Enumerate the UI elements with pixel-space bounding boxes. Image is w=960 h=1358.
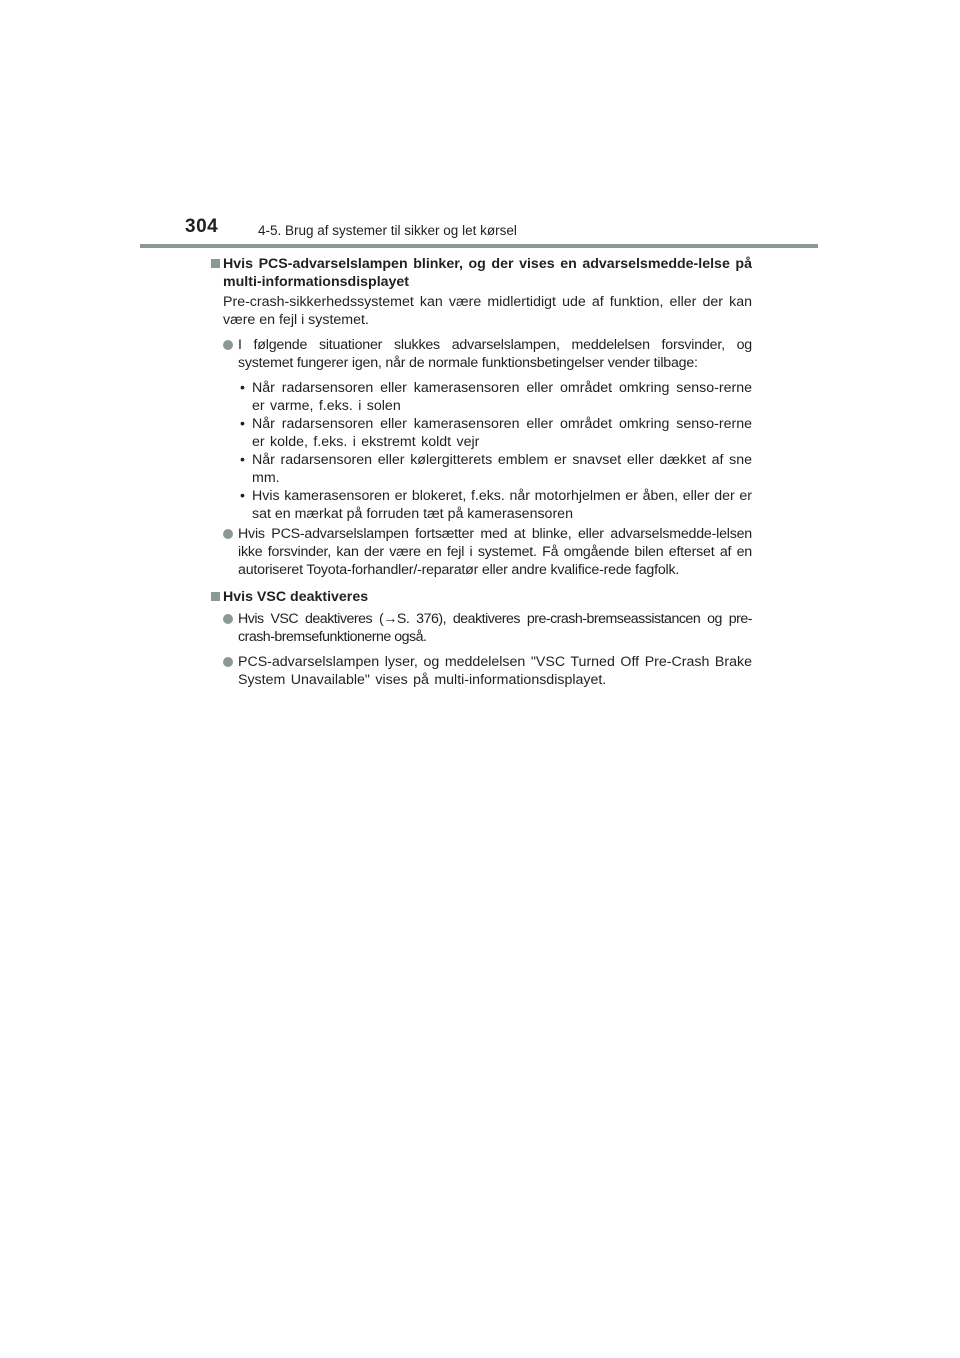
pcs-conditions-list	[211, 379, 752, 523]
vsc-bullet-2	[211, 653, 752, 689]
pcs-bullet-2-text: Hvis PCS-advarselslampen fortsætter med at blinke, eller advarselsmedde-lelsen ikke forsvinder, kan der være en fejl i systemet. Få omgående bilen efterset af en autoriseret Toyota-forhandler/-reparatør eller andre kvalifice-rede fagfolk.	[238, 526, 752, 578]
page-number: 304	[185, 216, 219, 237]
section-heading-vsc	[211, 588, 752, 606]
section-heading-pcs-text: Hvis PCS-advarselslampen blinker, og der vises en advarselsmedde-lelse på multi-informationsdisplayet	[223, 256, 752, 290]
section-heading-vsc-text: Hvis VSC deaktiveres	[223, 589, 369, 605]
page-content	[211, 255, 752, 689]
bullet-marker: •	[240, 488, 245, 504]
circle-icon	[223, 657, 233, 667]
list-item-text: Når radarsensoren eller kamerasensoren eller området omkring senso-rerne er varme, f.eks. i solen	[252, 380, 752, 414]
pcs-bullet-1-text: I følgende situationer slukkes advarselslampen, meddelelsen forsvinder, og systemet fungerer igen, når de normale funktionsbetingelser vender tilbage:	[238, 337, 752, 371]
vsc-bullet-1-text: Hvis VSC deaktiveres (→S. 376), deaktiveres pre-crash-bremseassistancen og pre-crash-bremsefunktionerne også.	[238, 611, 752, 645]
square-icon	[211, 592, 220, 601]
circle-icon	[223, 529, 233, 539]
vsc-bullet-2-text: PCS-advarselslampen lyser, og meddelelsen "VSC Turned Off Pre-Crash Brake System Unavailable" vises på multi-informationsdisplayet.	[238, 654, 752, 688]
list-item-text: Når radarsensoren eller kølergitterets emblem er snavset eller dækket af sne mm.	[252, 452, 752, 486]
bullet-marker: •	[240, 452, 245, 468]
vsc-bullet-1	[211, 610, 752, 646]
pcs-bullet-1	[211, 336, 752, 372]
list-item	[211, 415, 752, 451]
list-item-text: Når radarsensoren eller kamerasensoren eller området omkring senso-rerne er kolde, f.eks. i ekstremt koldt vejr	[252, 416, 752, 450]
list-item	[211, 451, 752, 487]
header-divider	[140, 244, 818, 248]
list-item-text: Hvis kamerasensoren er blokeret, f.eks. når motorhjelmen er åben, eller der er sat en mærkat på forruden tæt på kamerasensoren	[252, 488, 752, 522]
circle-icon	[223, 340, 233, 350]
pcs-bullet-2	[211, 525, 752, 579]
pcs-paragraph: Pre-crash-sikkerhedssystemet kan være midlertidigt ude af funktion, eller der kan være en fejl i systemet.	[223, 294, 752, 328]
square-icon	[211, 259, 220, 268]
circle-icon	[223, 614, 233, 624]
section-title: 4-5. Brug af systemer til sikker og let kørsel	[258, 223, 517, 238]
section-heading-pcs	[211, 255, 752, 291]
bullet-marker: •	[240, 380, 245, 396]
list-item	[211, 379, 752, 415]
bullet-marker: •	[240, 416, 245, 432]
list-item	[211, 487, 752, 523]
